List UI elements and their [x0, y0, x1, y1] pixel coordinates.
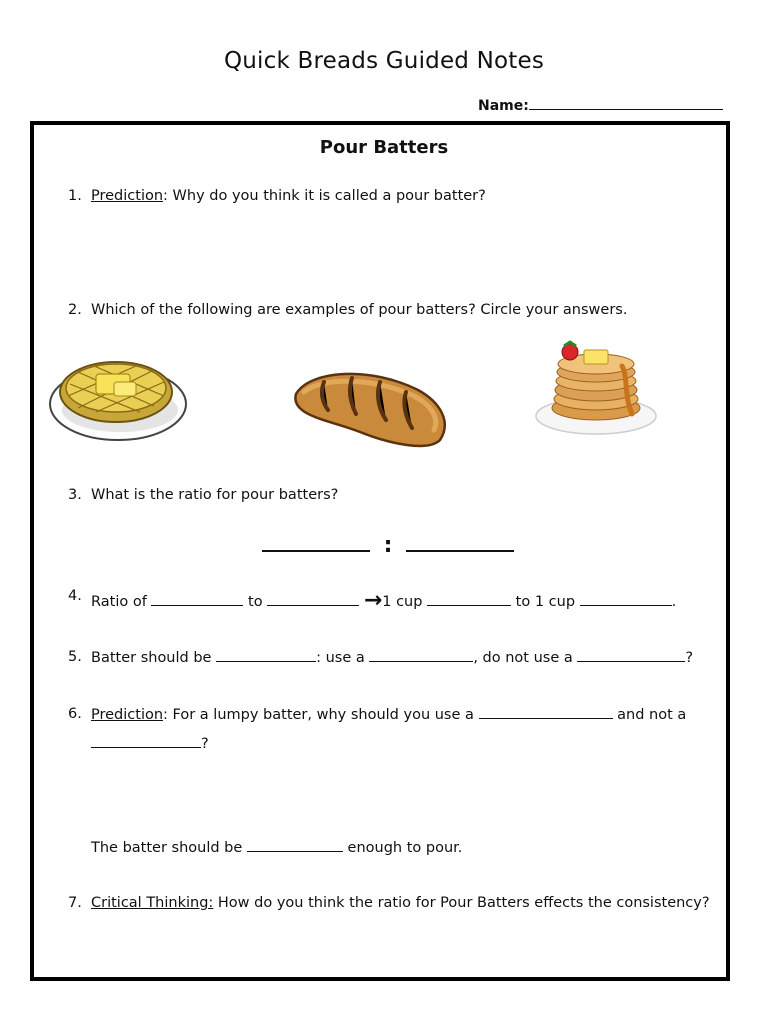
q6-number: 6. — [68, 706, 82, 722]
q5-number: 5. — [68, 649, 82, 665]
q4-number: 4. — [68, 588, 82, 604]
q4-blank-2[interactable] — [267, 593, 359, 606]
question-1 — [91, 188, 486, 204]
q6-blank-1[interactable] — [479, 706, 613, 719]
q4-text-d: to 1 cup — [515, 594, 576, 610]
q5-text-a: Batter should be — [91, 650, 212, 666]
q6-blank-2[interactable] — [91, 735, 201, 748]
q5-text-c: , do not use a — [473, 650, 573, 666]
q5-blank-2[interactable] — [369, 649, 473, 662]
ratio-blanks[interactable] — [262, 530, 514, 558]
q5-text-d: ? — [685, 650, 694, 666]
ratio-blank-1[interactable] — [262, 530, 370, 552]
q4-text-a: Ratio of — [91, 594, 147, 610]
name-blank[interactable] — [529, 97, 723, 110]
q5-blank-1[interactable] — [216, 649, 316, 662]
question-6 — [91, 706, 686, 723]
question-6-followup — [91, 839, 462, 856]
question-4 — [91, 588, 676, 613]
arrow-icon: → — [363, 588, 383, 613]
q4-blank-4[interactable] — [580, 593, 672, 606]
q1-text: : Why do you think it is called a pour batter? — [163, 188, 486, 204]
name-field[interactable] — [478, 97, 723, 114]
q5-blank-3[interactable] — [577, 649, 685, 662]
q7-term: Critical Thinking: — [91, 895, 214, 911]
q6-term: Prediction — [91, 707, 164, 723]
q7-text: How do you think the ratio for Pour Batters effects the consistency? — [213, 895, 710, 911]
ratio-blank-2[interactable] — [406, 530, 514, 552]
question-5 — [91, 649, 693, 666]
q4-blank-1[interactable] — [151, 593, 243, 606]
q6b-text-a: The batter should be — [91, 840, 243, 856]
q6b-text-b: enough to pour. — [347, 840, 463, 856]
q4-blank-3[interactable] — [427, 593, 511, 606]
question-7 — [91, 895, 710, 911]
waffle-icon[interactable] — [48, 352, 193, 444]
q6-text-c: ? — [201, 736, 209, 752]
pancake-stack-icon[interactable] — [532, 336, 670, 446]
q6-text-b: and not a — [617, 707, 687, 723]
question-6-cont — [91, 735, 209, 752]
q1-term: Prediction — [91, 188, 164, 204]
bread-loaf-icon[interactable] — [290, 362, 452, 450]
question-2: Which of the following are examples of pour batters? Circle your answers. — [91, 302, 628, 318]
q4-text-e: . — [671, 594, 677, 610]
ratio-colon: : — [383, 533, 393, 558]
q3-number: 3. — [68, 487, 82, 503]
q4-text-b: to — [248, 594, 263, 610]
q6-text-a: : For a lumpy batter, why should you use a — [163, 707, 474, 723]
section-title: Pour Batters — [319, 137, 449, 158]
q6b-blank[interactable] — [247, 839, 343, 852]
q2-number: 2. — [68, 302, 82, 318]
q7-number: 7. — [68, 895, 82, 911]
name-label: Name: — [478, 98, 529, 114]
q4-text-c: 1 cup — [382, 594, 423, 610]
page-title: Quick Breads Guided Notes — [223, 48, 545, 74]
question-3: What is the ratio for pour batters? — [91, 487, 339, 503]
q1-number: 1. — [68, 188, 82, 204]
q5-text-b: : use a — [316, 650, 365, 666]
